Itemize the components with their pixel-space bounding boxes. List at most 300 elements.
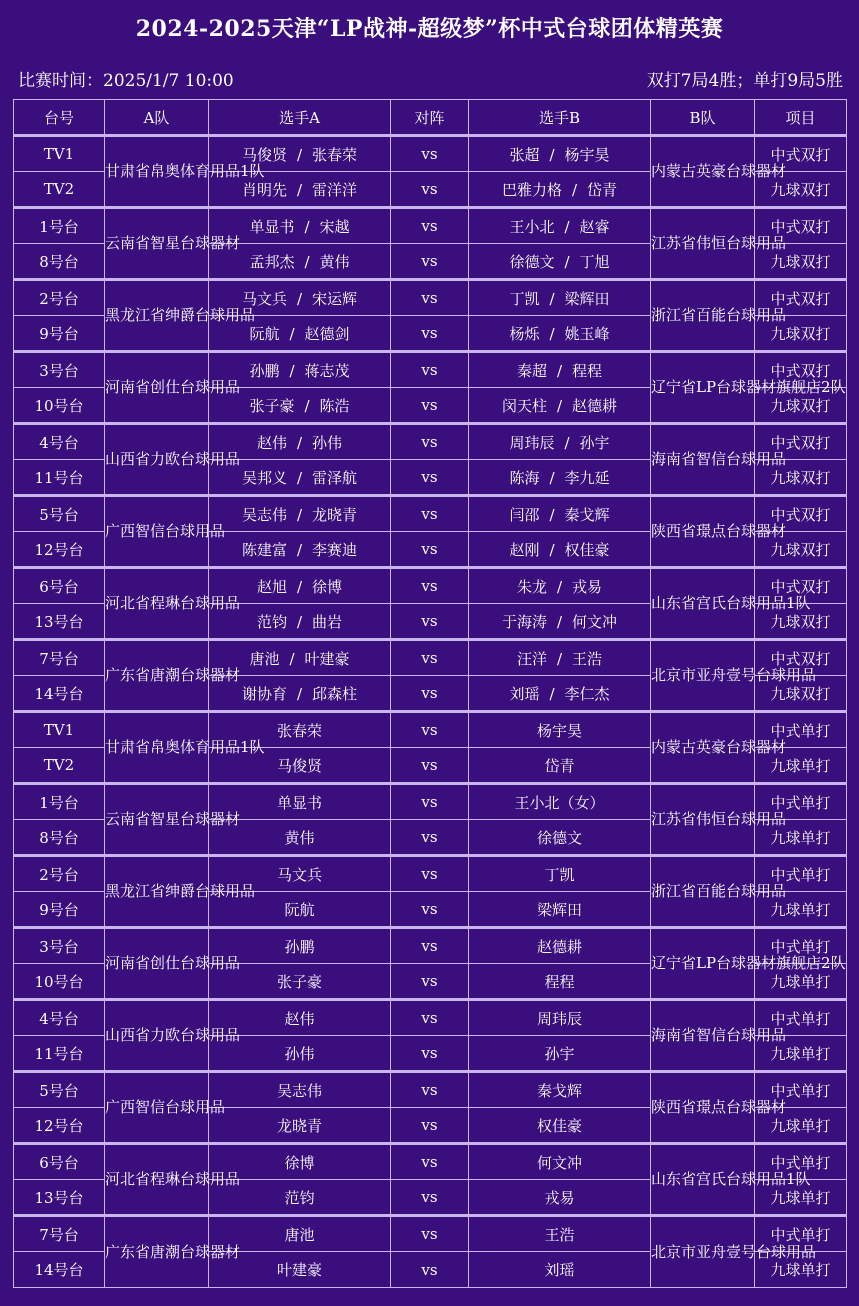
team-b-name: 内蒙古英豪台球器材 — [651, 136, 755, 208]
doubles-match-row — [14, 208, 847, 244]
pair-separator: / — [564, 252, 570, 271]
player-name: 徐博 — [312, 577, 343, 596]
event-type: 九球双打 — [755, 604, 847, 640]
player-name: 陈建富 — [241, 540, 287, 559]
player-name: 丁凯 — [469, 856, 651, 892]
player-name: 权佳豪 — [564, 540, 610, 559]
player-name: 王小北 — [509, 217, 555, 236]
player-name: 王小北（女） — [469, 784, 651, 820]
team-a-name: 云南省智星台球器材 — [105, 784, 209, 856]
vs-label: vs — [391, 1036, 469, 1072]
player-name: 单显书 — [209, 784, 391, 820]
event-type: 中式单打 — [755, 784, 847, 820]
event-type: 中式双打 — [755, 568, 847, 604]
table-number: 8号台 — [14, 244, 105, 280]
column-header: 项目 — [755, 100, 847, 136]
player-name: 孙伟 — [312, 433, 343, 452]
pair-separator: / — [296, 505, 303, 524]
player-name: 孙宇 — [579, 433, 610, 452]
team-b-name: 山东省宫氏台球用品1队 — [651, 568, 755, 640]
vs-label: vs — [391, 352, 469, 388]
table-number: 11号台 — [14, 1036, 105, 1072]
player-name: 陈浩 — [319, 396, 350, 415]
player-pair-cell — [469, 604, 651, 640]
event-type: 九球双打 — [755, 388, 847, 424]
player-name: 王浩 — [469, 1216, 651, 1252]
doubles-match-row — [14, 496, 847, 532]
event-type: 九球单打 — [755, 748, 847, 784]
table-number: 13号台 — [14, 1180, 105, 1216]
player-name: 吴志伟 — [241, 505, 287, 524]
table-number: 12号台 — [14, 1108, 105, 1144]
player-name: 宋运辉 — [312, 289, 358, 308]
table-number: 2号台 — [14, 280, 105, 316]
match-time: 比赛时间：2025/1/7 10:00 — [18, 71, 234, 91]
table-number: TV2 — [14, 748, 105, 784]
team-a-name: 山西省力欧台球用品 — [105, 424, 209, 496]
table-number: TV1 — [14, 712, 105, 748]
player-pair-cell — [469, 280, 651, 316]
vs-label: vs — [391, 460, 469, 496]
table-number: 10号台 — [14, 388, 105, 424]
vs-label: vs — [391, 496, 469, 532]
table-number: 6号台 — [14, 1144, 105, 1180]
player-pair-cell — [469, 316, 651, 352]
player-name: 巴雅力格 — [501, 180, 562, 199]
column-header: 选手A — [209, 100, 391, 136]
table-number: 14号台 — [14, 676, 105, 712]
pair-separator: / — [296, 540, 303, 559]
player-name: 秦超 — [516, 361, 547, 380]
singles-match-row — [14, 928, 847, 964]
event-type: 中式单打 — [755, 1144, 847, 1180]
table-number: 9号台 — [14, 316, 105, 352]
pair-separator: / — [304, 252, 310, 271]
vs-label: vs — [391, 856, 469, 892]
table-number: 3号台 — [14, 928, 105, 964]
pair-separator: / — [304, 396, 310, 415]
pair-separator: / — [556, 649, 563, 668]
vs-label: vs — [391, 676, 469, 712]
player-name: 杨烁 — [509, 324, 540, 343]
player-name: 孙鹏 — [249, 361, 280, 380]
player-name: 秦戈辉 — [564, 505, 610, 524]
column-header: 对阵 — [391, 100, 469, 136]
table-number: 12号台 — [14, 532, 105, 568]
team-a-name: 河南省创仕台球用品 — [105, 928, 209, 1000]
player-name: 李赛迪 — [312, 540, 358, 559]
vs-label: vs — [391, 532, 469, 568]
pair-separator: / — [556, 396, 563, 415]
player-name: 雷洋洋 — [312, 180, 358, 199]
player-pair-cell — [469, 676, 651, 712]
player-name: 徐德文 — [509, 252, 555, 271]
player-name: 雷泽航 — [312, 468, 358, 487]
pair-separator: / — [571, 180, 578, 199]
event-type: 中式双打 — [755, 496, 847, 532]
player-pair-cell — [209, 532, 391, 568]
player-pair-cell — [469, 388, 651, 424]
player-pair-cell — [469, 208, 651, 244]
pair-separator: / — [549, 505, 555, 524]
player-name: 刘瑶 — [469, 1252, 651, 1288]
vs-label: vs — [391, 388, 469, 424]
event-type: 中式双打 — [755, 424, 847, 460]
vs-label: vs — [391, 604, 469, 640]
player-pair-cell — [209, 496, 391, 532]
vs-label: vs — [391, 568, 469, 604]
player-pair-cell — [469, 460, 651, 496]
team-a-name: 河南省创仕台球用品 — [105, 352, 209, 424]
player-name: 阮航 — [209, 892, 391, 928]
column-header: B队 — [651, 100, 755, 136]
player-name: 赵德剑 — [304, 324, 350, 343]
player-name: 丁旭 — [579, 252, 610, 271]
player-pair-cell — [469, 352, 651, 388]
player-name: 周玮辰 — [509, 433, 555, 452]
player-name: 范钧 — [209, 1180, 391, 1216]
singles-match-row — [14, 784, 847, 820]
player-name: 赵伟 — [209, 1000, 391, 1036]
event-type: 九球双打 — [755, 676, 847, 712]
vs-label: vs — [391, 928, 469, 964]
player-name: 秦戈辉 — [469, 1072, 651, 1108]
team-a-name: 广东省唐潮台球器材 — [105, 1216, 209, 1288]
player-name: 孙宇 — [469, 1036, 651, 1072]
team-a-name: 山西省力欧台球用品 — [105, 1000, 209, 1072]
player-name: 程程 — [469, 964, 651, 1000]
player-name: 戎易 — [469, 1180, 651, 1216]
table-number: 10号台 — [14, 964, 105, 1000]
player-name: 唐池 — [249, 649, 280, 668]
player-name: 赵德耕 — [469, 928, 651, 964]
player-name: 周玮辰 — [469, 1000, 651, 1036]
doubles-match-row — [14, 136, 847, 172]
team-b-name: 浙江省百能台球用品 — [651, 856, 755, 928]
player-name: 赵旭 — [256, 577, 287, 596]
vs-label: vs — [391, 172, 469, 208]
player-pair-cell — [469, 136, 651, 172]
table-number: 5号台 — [14, 496, 105, 532]
player-name: 王浩 — [572, 649, 603, 668]
table-number: TV1 — [14, 136, 105, 172]
pair-separator: / — [549, 289, 555, 308]
pair-separator: / — [556, 577, 563, 596]
event-type: 中式双打 — [755, 352, 847, 388]
doubles-match-row — [14, 424, 847, 460]
team-b-name: 海南省智信台球用品 — [651, 424, 755, 496]
vs-label: vs — [391, 1252, 469, 1288]
player-name: 吴志伟 — [209, 1072, 391, 1108]
singles-match-row — [14, 1072, 847, 1108]
player-name: 徐德文 — [469, 820, 651, 856]
table-number: 4号台 — [14, 1000, 105, 1036]
doubles-match-row — [14, 640, 847, 676]
player-name: 徐博 — [209, 1144, 391, 1180]
team-a-name: 黑龙江省绅爵台球用品 — [105, 280, 209, 352]
player-name: 陈海 — [509, 468, 540, 487]
table-number: 13号台 — [14, 604, 105, 640]
player-name: 马文兵 — [241, 289, 287, 308]
player-name: 叶建豪 — [209, 1252, 391, 1288]
pair-separator: / — [556, 361, 563, 380]
player-name: 张子豪 — [249, 396, 295, 415]
player-name: 杨宇昊 — [564, 145, 610, 164]
player-name: 梁辉田 — [469, 892, 651, 928]
vs-label: vs — [391, 1108, 469, 1144]
team-a-name: 广西智信台球用品 — [105, 1072, 209, 1144]
player-pair-cell — [469, 244, 651, 280]
player-pair-cell — [469, 424, 651, 460]
match-rules: 双打7局4胜；单打9局5胜 — [646, 71, 843, 91]
table-number: TV2 — [14, 172, 105, 208]
team-a-name: 广东省唐潮台球器材 — [105, 640, 209, 712]
player-name: 肖明先 — [241, 180, 287, 199]
table-number: 1号台 — [14, 208, 105, 244]
table-number: 14号台 — [14, 1252, 105, 1288]
table-number: 6号台 — [14, 568, 105, 604]
team-a-name: 河北省程琳台球用品 — [105, 568, 209, 640]
pair-separator: / — [296, 612, 303, 631]
player-name: 赵睿 — [579, 217, 610, 236]
player-name: 孙鹏 — [209, 928, 391, 964]
vs-label: vs — [391, 244, 469, 280]
player-name: 宋越 — [319, 217, 350, 236]
player-name: 程程 — [572, 361, 603, 380]
pair-separator: / — [296, 433, 303, 452]
table-number: 5号台 — [14, 1072, 105, 1108]
pair-separator: / — [564, 433, 570, 452]
singles-match-row — [14, 1216, 847, 1252]
team-b-name: 山东省宫氏台球用品1队 — [651, 1144, 755, 1216]
player-name: 张春荣 — [209, 712, 391, 748]
event-type: 九球单打 — [755, 964, 847, 1000]
doubles-match-row — [14, 568, 847, 604]
player-name: 孟邦杰 — [249, 252, 295, 271]
player-name: 戎易 — [572, 577, 603, 596]
team-a-name: 甘肃省帛奥体育用品1队 — [105, 136, 209, 208]
player-pair-cell — [469, 496, 651, 532]
column-header: A队 — [105, 100, 209, 136]
pair-separator: / — [549, 684, 555, 703]
event-type: 中式单打 — [755, 712, 847, 748]
player-name: 赵德耕 — [572, 396, 618, 415]
vs-label: vs — [391, 1216, 469, 1252]
player-name: 李仁杰 — [564, 684, 610, 703]
vs-label: vs — [391, 1144, 469, 1180]
team-a-name: 黑龙江省绅爵台球用品 — [105, 856, 209, 928]
player-name: 谢协育 — [241, 684, 287, 703]
event-type: 九球单打 — [755, 1036, 847, 1072]
table-number: 1号台 — [14, 784, 105, 820]
table-number: 7号台 — [14, 1216, 105, 1252]
vs-label: vs — [391, 712, 469, 748]
player-name: 闫邵 — [509, 505, 540, 524]
team-b-name: 北京市亚舟壹号台球用品 — [651, 640, 755, 712]
player-name: 赵刚 — [509, 540, 540, 559]
player-name: 张春荣 — [312, 145, 358, 164]
event-type: 中式双打 — [755, 208, 847, 244]
player-name: 张超 — [509, 145, 540, 164]
pair-separator: / — [296, 289, 303, 308]
table-number: 9号台 — [14, 892, 105, 928]
pair-separator: / — [289, 649, 295, 668]
header-row — [14, 100, 847, 136]
player-name: 龙晓青 — [312, 505, 358, 524]
doubles-match-row — [14, 280, 847, 316]
player-name: 何文冲 — [572, 612, 618, 631]
team-a-name: 河北省程琳台球用品 — [105, 1144, 209, 1216]
event-type: 九球单打 — [755, 1108, 847, 1144]
player-name: 黄伟 — [209, 820, 391, 856]
team-a-name: 云南省智星台球器材 — [105, 208, 209, 280]
player-name: 唐池 — [209, 1216, 391, 1252]
vs-label: vs — [391, 136, 469, 172]
singles-match-row — [14, 856, 847, 892]
player-name: 马文兵 — [209, 856, 391, 892]
player-name: 马俊贤 — [241, 145, 287, 164]
table-number: 11号台 — [14, 460, 105, 496]
team-b-name: 辽宁省LP台球器材旗舰店2队 — [651, 928, 755, 1000]
player-pair-cell — [469, 532, 651, 568]
vs-label: vs — [391, 892, 469, 928]
singles-match-row — [14, 1144, 847, 1180]
team-b-name: 海南省智信台球用品 — [651, 1000, 755, 1072]
table-number: 4号台 — [14, 424, 105, 460]
event-type: 九球双打 — [755, 460, 847, 496]
player-name: 丁凯 — [509, 289, 540, 308]
vs-label: vs — [391, 964, 469, 1000]
team-b-name: 江苏省伟恒台球用品 — [651, 784, 755, 856]
player-name: 蒋志茂 — [304, 361, 350, 380]
vs-label: vs — [391, 640, 469, 676]
event-type: 中式单打 — [755, 928, 847, 964]
table-number: 7号台 — [14, 640, 105, 676]
pair-separator: / — [296, 577, 303, 596]
vs-label: vs — [391, 316, 469, 352]
event-type: 九球双打 — [755, 532, 847, 568]
player-name: 马俊贤 — [209, 748, 391, 784]
pair-separator: / — [296, 684, 303, 703]
player-name: 范钧 — [256, 612, 287, 631]
team-b-name: 江苏省伟恒台球用品 — [651, 208, 755, 280]
event-type: 九球单打 — [755, 892, 847, 928]
player-name: 朱龙 — [516, 577, 547, 596]
player-pair-cell — [469, 568, 651, 604]
event-type: 中式单打 — [755, 1000, 847, 1036]
player-name: 李九延 — [564, 468, 610, 487]
event-type: 中式双打 — [755, 136, 847, 172]
column-header: 台号 — [14, 100, 105, 136]
singles-match-row — [14, 1000, 847, 1036]
team-b-name: 北京市亚舟壹号台球用品 — [651, 1216, 755, 1288]
team-b-name: 陕西省璟点台球器材 — [651, 496, 755, 568]
player-name: 张子豪 — [209, 964, 391, 1000]
team-b-name: 内蒙古英豪台球器材 — [651, 712, 755, 784]
vs-label: vs — [391, 748, 469, 784]
singles-match-row — [14, 712, 847, 748]
event-type: 中式单打 — [755, 1216, 847, 1252]
vs-label: vs — [391, 820, 469, 856]
event-type: 九球单打 — [755, 820, 847, 856]
page-title: 2024-2025天津“LP战神-超级梦”杯中式台球团体精英赛 — [135, 16, 724, 42]
player-name: 闵天柱 — [501, 396, 547, 415]
schedule-table — [13, 99, 847, 1288]
player-name: 赵伟 — [256, 433, 287, 452]
vs-label: vs — [391, 208, 469, 244]
table-number: 8号台 — [14, 820, 105, 856]
player-name: 孙伟 — [209, 1036, 391, 1072]
pair-separator: / — [549, 468, 555, 487]
team-b-name: 陕西省璟点台球器材 — [651, 1072, 755, 1144]
player-name: 阮航 — [249, 324, 280, 343]
player-name: 叶建豪 — [304, 649, 350, 668]
team-a-name: 广西智信台球用品 — [105, 496, 209, 568]
team-a-name: 甘肃省帛奥体育用品1队 — [105, 712, 209, 784]
vs-label: vs — [391, 1180, 469, 1216]
event-type: 九球双打 — [755, 172, 847, 208]
pair-separator: / — [549, 145, 555, 164]
column-header: 选手B — [469, 100, 651, 136]
player-name: 吴邦义 — [241, 468, 287, 487]
player-pair-cell — [469, 172, 651, 208]
pair-separator: / — [549, 324, 555, 343]
player-name: 邱森柱 — [312, 684, 358, 703]
vs-label: vs — [391, 784, 469, 820]
vs-label: vs — [391, 280, 469, 316]
pair-separator: / — [296, 468, 303, 487]
player-name: 曲岩 — [312, 612, 343, 631]
player-name: 杨宇昊 — [469, 712, 651, 748]
pair-separator: / — [296, 145, 303, 164]
player-name: 龙晓青 — [209, 1108, 391, 1144]
event-type: 九球单打 — [755, 1180, 847, 1216]
pair-separator: / — [289, 324, 295, 343]
player-name: 何文冲 — [469, 1144, 651, 1180]
player-name: 权佳豪 — [469, 1108, 651, 1144]
player-name: 梁辉田 — [564, 289, 610, 308]
pair-separator: / — [289, 361, 295, 380]
player-name: 岱青 — [469, 748, 651, 784]
player-name: 汪洋 — [516, 649, 547, 668]
player-name: 姚玉峰 — [564, 324, 610, 343]
pair-separator: / — [556, 612, 563, 631]
event-type: 九球双打 — [755, 244, 847, 280]
player-name: 黄伟 — [319, 252, 350, 271]
event-type: 中式单打 — [755, 856, 847, 892]
pair-separator: / — [564, 217, 570, 236]
doubles-match-row — [14, 352, 847, 388]
player-name: 于海涛 — [501, 612, 547, 631]
table-number: 3号台 — [14, 352, 105, 388]
team-b-name: 浙江省百能台球用品 — [651, 280, 755, 352]
event-type: 中式双打 — [755, 280, 847, 316]
team-b-name: 辽宁省LP台球器材旗舰店2队 — [651, 352, 755, 424]
player-name: 刘瑶 — [509, 684, 540, 703]
pair-separator: / — [549, 540, 555, 559]
event-type: 九球双打 — [755, 316, 847, 352]
vs-label: vs — [391, 1072, 469, 1108]
table-number: 2号台 — [14, 856, 105, 892]
event-type: 中式单打 — [755, 1072, 847, 1108]
event-type: 九球单打 — [755, 1252, 847, 1288]
player-name: 单显书 — [249, 217, 295, 236]
pair-separator: / — [296, 180, 303, 199]
event-type: 中式双打 — [755, 640, 847, 676]
pair-separator: / — [304, 217, 310, 236]
vs-label: vs — [391, 424, 469, 460]
player-name: 岱青 — [587, 180, 618, 199]
